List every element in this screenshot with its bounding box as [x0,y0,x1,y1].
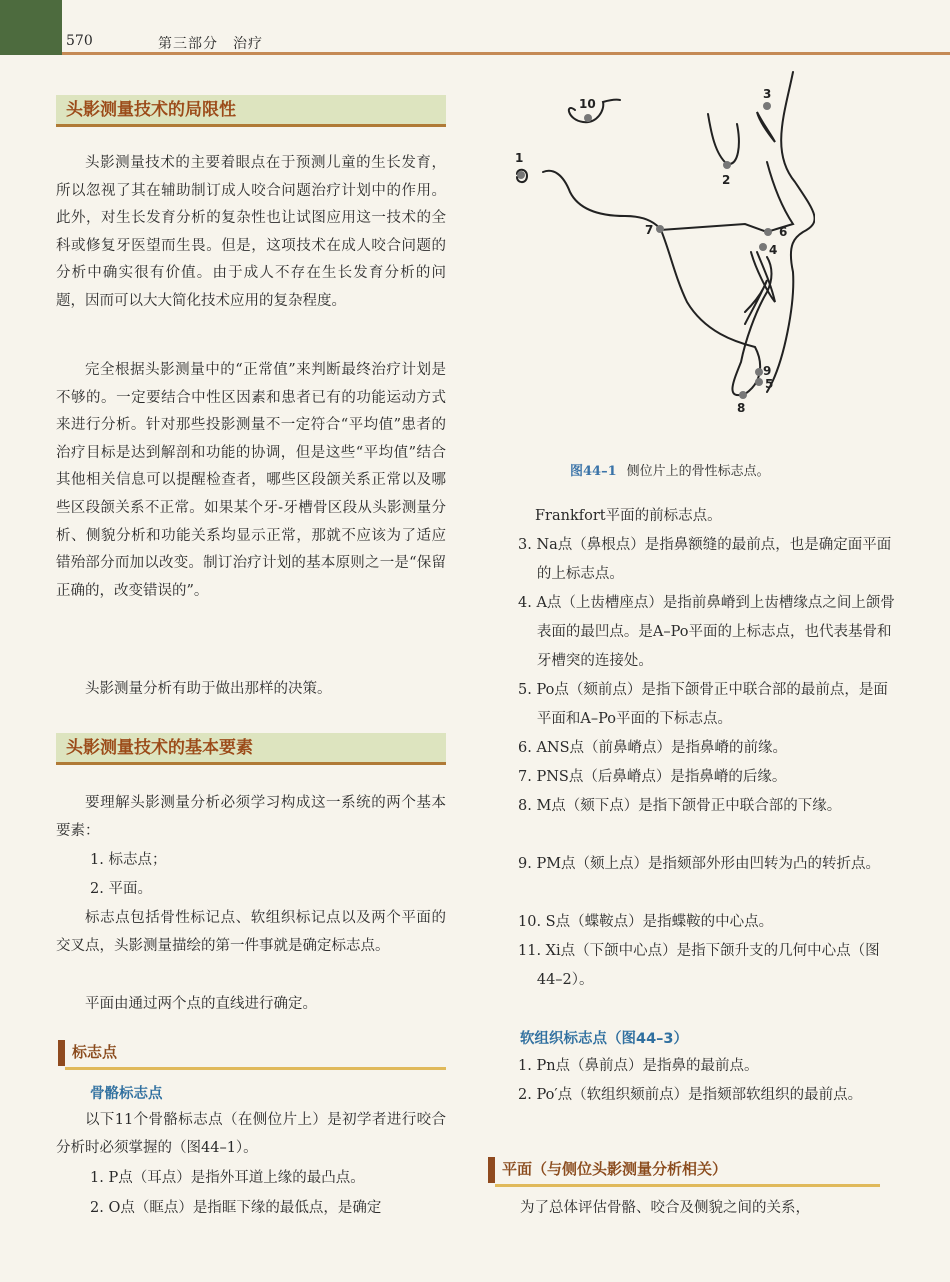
landmark-point-8 [739,391,747,399]
nasal-bone [757,112,775,142]
point-label-2: 2 [722,173,731,187]
point-label-7: 7 [645,223,654,237]
page-number: 570 [66,33,93,49]
list-item: 1. 标志点； [90,852,167,868]
list-item: 2. 平面。 [90,881,152,897]
point-label-9: 9 [763,364,772,378]
subheading-planes: 平面（与侧位头影测量分析相关） [488,1157,880,1183]
landmark-point-3 [763,102,771,110]
palatal-plane [660,224,767,232]
point-label-8: 8 [737,401,746,415]
point-label-3: 3 [763,87,772,101]
list-item: 5. Po点（颏前点）是指下颌骨正中联合部的最前点，是面平面和A–Po平面的下标志点。 [518,682,888,727]
list-item: 4. A点（上齿槽座点）是指前鼻嵴到上齿槽缘点之间上颌骨表面的最凹点。是A–Po平面的上标志点，也代表基骨和牙槽突的连接处。 [518,595,895,669]
point-label-5: 5 [765,377,774,391]
paragraph: 标志点包括骨性标记点、软组织标记点以及两个平面的交叉点，头影测量描绘的第一件事就是确定标志点。 [56,910,446,954]
subheading-skeletal: 骨骼标志点 [90,1086,163,1102]
point-label-10: 10 [579,97,596,111]
corner-color-block [0,0,62,55]
landmark-point-5 [755,378,763,386]
figure-caption [570,460,770,479]
list-item: 2. Po′点（软组织颏前点）是指颏部软组织的最前点。 [518,1087,863,1103]
list-item: 6. ANS点（前鼻嵴点）是指鼻嵴的前缘。 [518,740,788,756]
list-item: 1. P点（耳点）是指外耳道上缘的最凸点。 [90,1170,365,1186]
section-heading-basic-elements: 头影测量技术的基本要素 [56,733,446,765]
point-label-4: 4 [769,243,778,257]
paragraph: 完全根据头影测量中的“正常值”来判断最终治疗计划是不够的。一定要结合中性区因素和患者已有的功能运动方式来进行分析。针对那些投影测量不一定符合“平均值”患者的治疗目标是达到解剖和功能的协调，但是这些“平均值”结合其他相关信息可以提醒检查者，哪些区段颌关系正常以及哪些区段颌关系不正常。如果某个牙-牙槽骨区段从头影测量分析、侧貌分析和功能关系均显示正常，那就不应该为了适应错殆部分而加以改变。制订治疗计划的基本原则之一是“保留正确的，改变错误的”。 [56,362,446,599]
subheading-rule [65,1067,446,1070]
landmark-point-1 [517,171,525,179]
paragraph: 要理解头影测量分析必须学习构成这一系统的两个基本要素： [56,795,446,839]
paragraph: 头影测量技术的主要着眼点在于预测儿童的生长发育，所以忽视了其在辅助制订成人咬合问题治疗计划中的作用。此外，对生长发育分析的复杂性也让试图应用这一技术的全科或修复牙医望而生畏。但是，这项技术在成人咬合问题的分析中确实很有价值。由于成人不存在生长发育分析的问题，因而可以大大简化技术应用的复杂程度。 [56,155,446,309]
landmark-point-2 [723,161,731,169]
landmark-point-10 [584,114,592,122]
subheading-soft-tissue: 软组织标志点（图44–3） [520,1031,689,1047]
paragraph-continuation: Frankfort平面的前标志点。 [535,508,722,524]
section-heading-limitations: 头影测量技术的局限性 [56,95,446,127]
subheading-rule [495,1184,880,1187]
list-item: 1. Pn点（鼻前点）是指鼻的最前点。 [518,1058,759,1074]
list-item: 10. S点（蝶鞍点）是指蝶鞍的中心点。 [518,914,774,930]
incisor-lower [745,280,767,324]
point-label-1: 1 [515,151,524,165]
paragraph: 平面由通过两个点的直线进行确定。 [85,996,317,1012]
paragraph: 为了总体评估骨骼、咬合及侧貌之间的关系， [520,1200,810,1216]
paragraph: 以下11个骨骼标志点（在侧位片上）是初学者进行咬合分析时必须掌握的（图44–1）。 [56,1112,446,1156]
list-item: 9. PM点（颏上点）是指颏部外形由凹转为凸的转折点。 [518,856,881,872]
cephalometric-figure [505,62,815,452]
list-item: 3. Na点（鼻根点）是指鼻额缝的最前点，也是确定面平面的上标志点。 [518,537,892,582]
point-label-6: 6 [779,225,788,239]
figure-caption-text: 侧位片上的骨性标志点。 [626,464,770,479]
soft-profile [767,72,815,392]
list-item: 2. O点（眶点）是指眶下缘的最低点，是确定 [90,1200,382,1216]
list-item: 7. PNS点（后鼻嵴点）是指鼻嵴的后缘。 [518,769,787,785]
landmark-point-7 [656,225,664,233]
orbit-outline [708,114,739,164]
list-item: 11. Xi点（下颌中心点）是指下颌升支的几何中心点（图44–2）。 [518,943,880,988]
landmark-point-9 [755,368,763,376]
landmark-point-4 [759,243,767,251]
paragraph: 头影测量分析有助于做出那样的决策。 [85,681,332,697]
running-title: 第三部分 治疗 [158,36,263,52]
figure-number: 图44–1 [570,464,617,479]
list-item: 8. M点（颏下点）是指下颌骨正中联合部的下缘。 [518,798,842,814]
subheading-landmarks: 标志点 [58,1040,446,1066]
mandible-outline [543,171,772,395]
landmark-point-6 [764,228,772,236]
